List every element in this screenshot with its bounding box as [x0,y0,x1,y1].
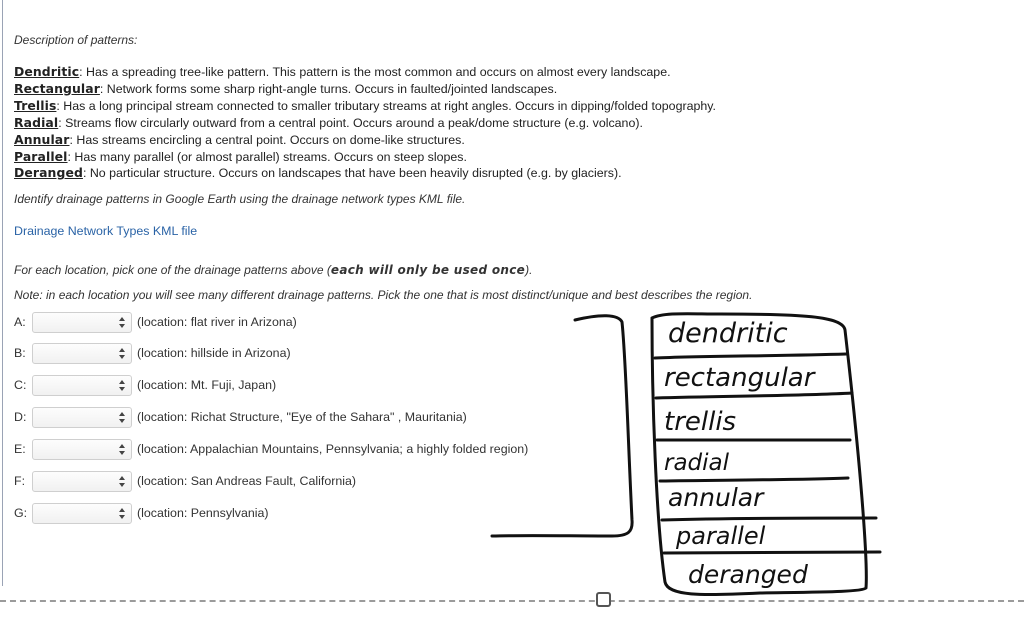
pattern-select-c[interactable] [32,375,132,396]
select-arrows-icon [118,475,126,488]
question-row-d: D: (location: Richat Structure, "Eye of the Sahara" , Mauritania) [14,405,467,429]
pattern-select-e[interactable] [32,439,132,460]
question-row-c: C: (location: Mt. Fuji, Japan) [14,373,276,397]
resize-handle[interactable] [596,592,611,607]
resize-divider [0,600,1024,602]
ink-row-line-6 [664,552,880,553]
select-arrows-icon [118,347,126,360]
pattern-item-annular: Annular: Has streams encircling a central point. Occurs on dome-like structures. [14,131,465,147]
question-row-e: E: (location: Appalachian Mountains, Pennsylvania; a highly folded region) [14,437,528,461]
handwritten-answer-4: radial [664,450,730,476]
handwritten-labels [664,318,817,589]
pattern-select-a[interactable] [32,312,132,333]
handwritten-answer-7: deranged [688,560,808,589]
ink-bracket [492,316,632,536]
pattern-select-f[interactable] [32,471,132,492]
handwritten-answer-2: rectangular [664,363,815,393]
identify-instruction: Identify drainage patterns in Google Earth using the drainage network types KML file. [14,192,466,206]
question-row-b: B: (location: hillside in Arizona) [14,341,291,365]
pattern-select-d[interactable] [32,407,132,428]
pattern-item-deranged: Deranged: No particular structure. Occurs on landscapes that have been heavily disrupted (e.g. by glaciers). [14,165,622,181]
pattern-select-g[interactable] [32,503,132,524]
select-arrows-icon [118,443,126,456]
ink-row-line-4 [660,478,848,481]
pattern-item-radial: Radial: Streams flow circularly outward from a central point. Occurs around a peak/dome structure (e.g. volcano). [14,114,643,130]
pattern-item-dendritic: Dendritic: Has a spreading tree-like pattern. This pattern is the most common and occurs on almost every landscape. [14,64,671,79]
select-arrows-icon [118,316,126,329]
handwritten-answer-3: trellis [664,407,737,437]
select-arrows-icon [118,379,126,392]
question-row-f: F: (location: San Andreas Fault, California) [14,469,356,493]
pick-instruction: For each location, pick one of the drainage patterns above (each will only be used once). [14,263,533,277]
pattern-item-trellis: Trellis: Has a long principal stream connected to smaller tributary streams at right angles. Occurs in dipping/folded topography. [14,97,716,113]
pattern-item-rectangular: Rectangular: Network forms some sharp right-angle turns. Occurs in faulted/jointed landscapes. [14,80,558,96]
handwritten-answer-6: parallel [676,522,766,550]
pattern-item-parallel: Parallel: Has many parallel (or almost parallel) streams. Occurs on steep slopes. [14,148,467,164]
ink-table-outline [652,314,866,595]
ink-row-line-5 [662,518,876,520]
description-heading: Description of patterns: [14,33,138,47]
pattern-list [14,64,716,182]
ink-strokes [492,314,880,595]
note-text: Note: in each location you will see many different drainage patterns. Pick the one that is most distinct/unique and best describes the region. [14,288,753,302]
page-left-border [2,0,3,586]
select-arrows-icon [118,507,126,520]
kml-file-link[interactable]: Drainage Network Types KML file [14,224,198,238]
ink-row-line-2 [656,393,852,398]
question-row-g: G: (location: Pennsylvania) [14,501,269,525]
ink-row-line-1 [655,354,846,358]
select-arrows-icon [118,411,126,424]
handwritten-answer-5: annular [668,483,764,512]
pattern-select-b[interactable] [32,343,132,364]
handwritten-answer-1: dendritic [668,318,788,349]
question-row-a: A: (location: flat river in Arizona) [14,310,297,334]
